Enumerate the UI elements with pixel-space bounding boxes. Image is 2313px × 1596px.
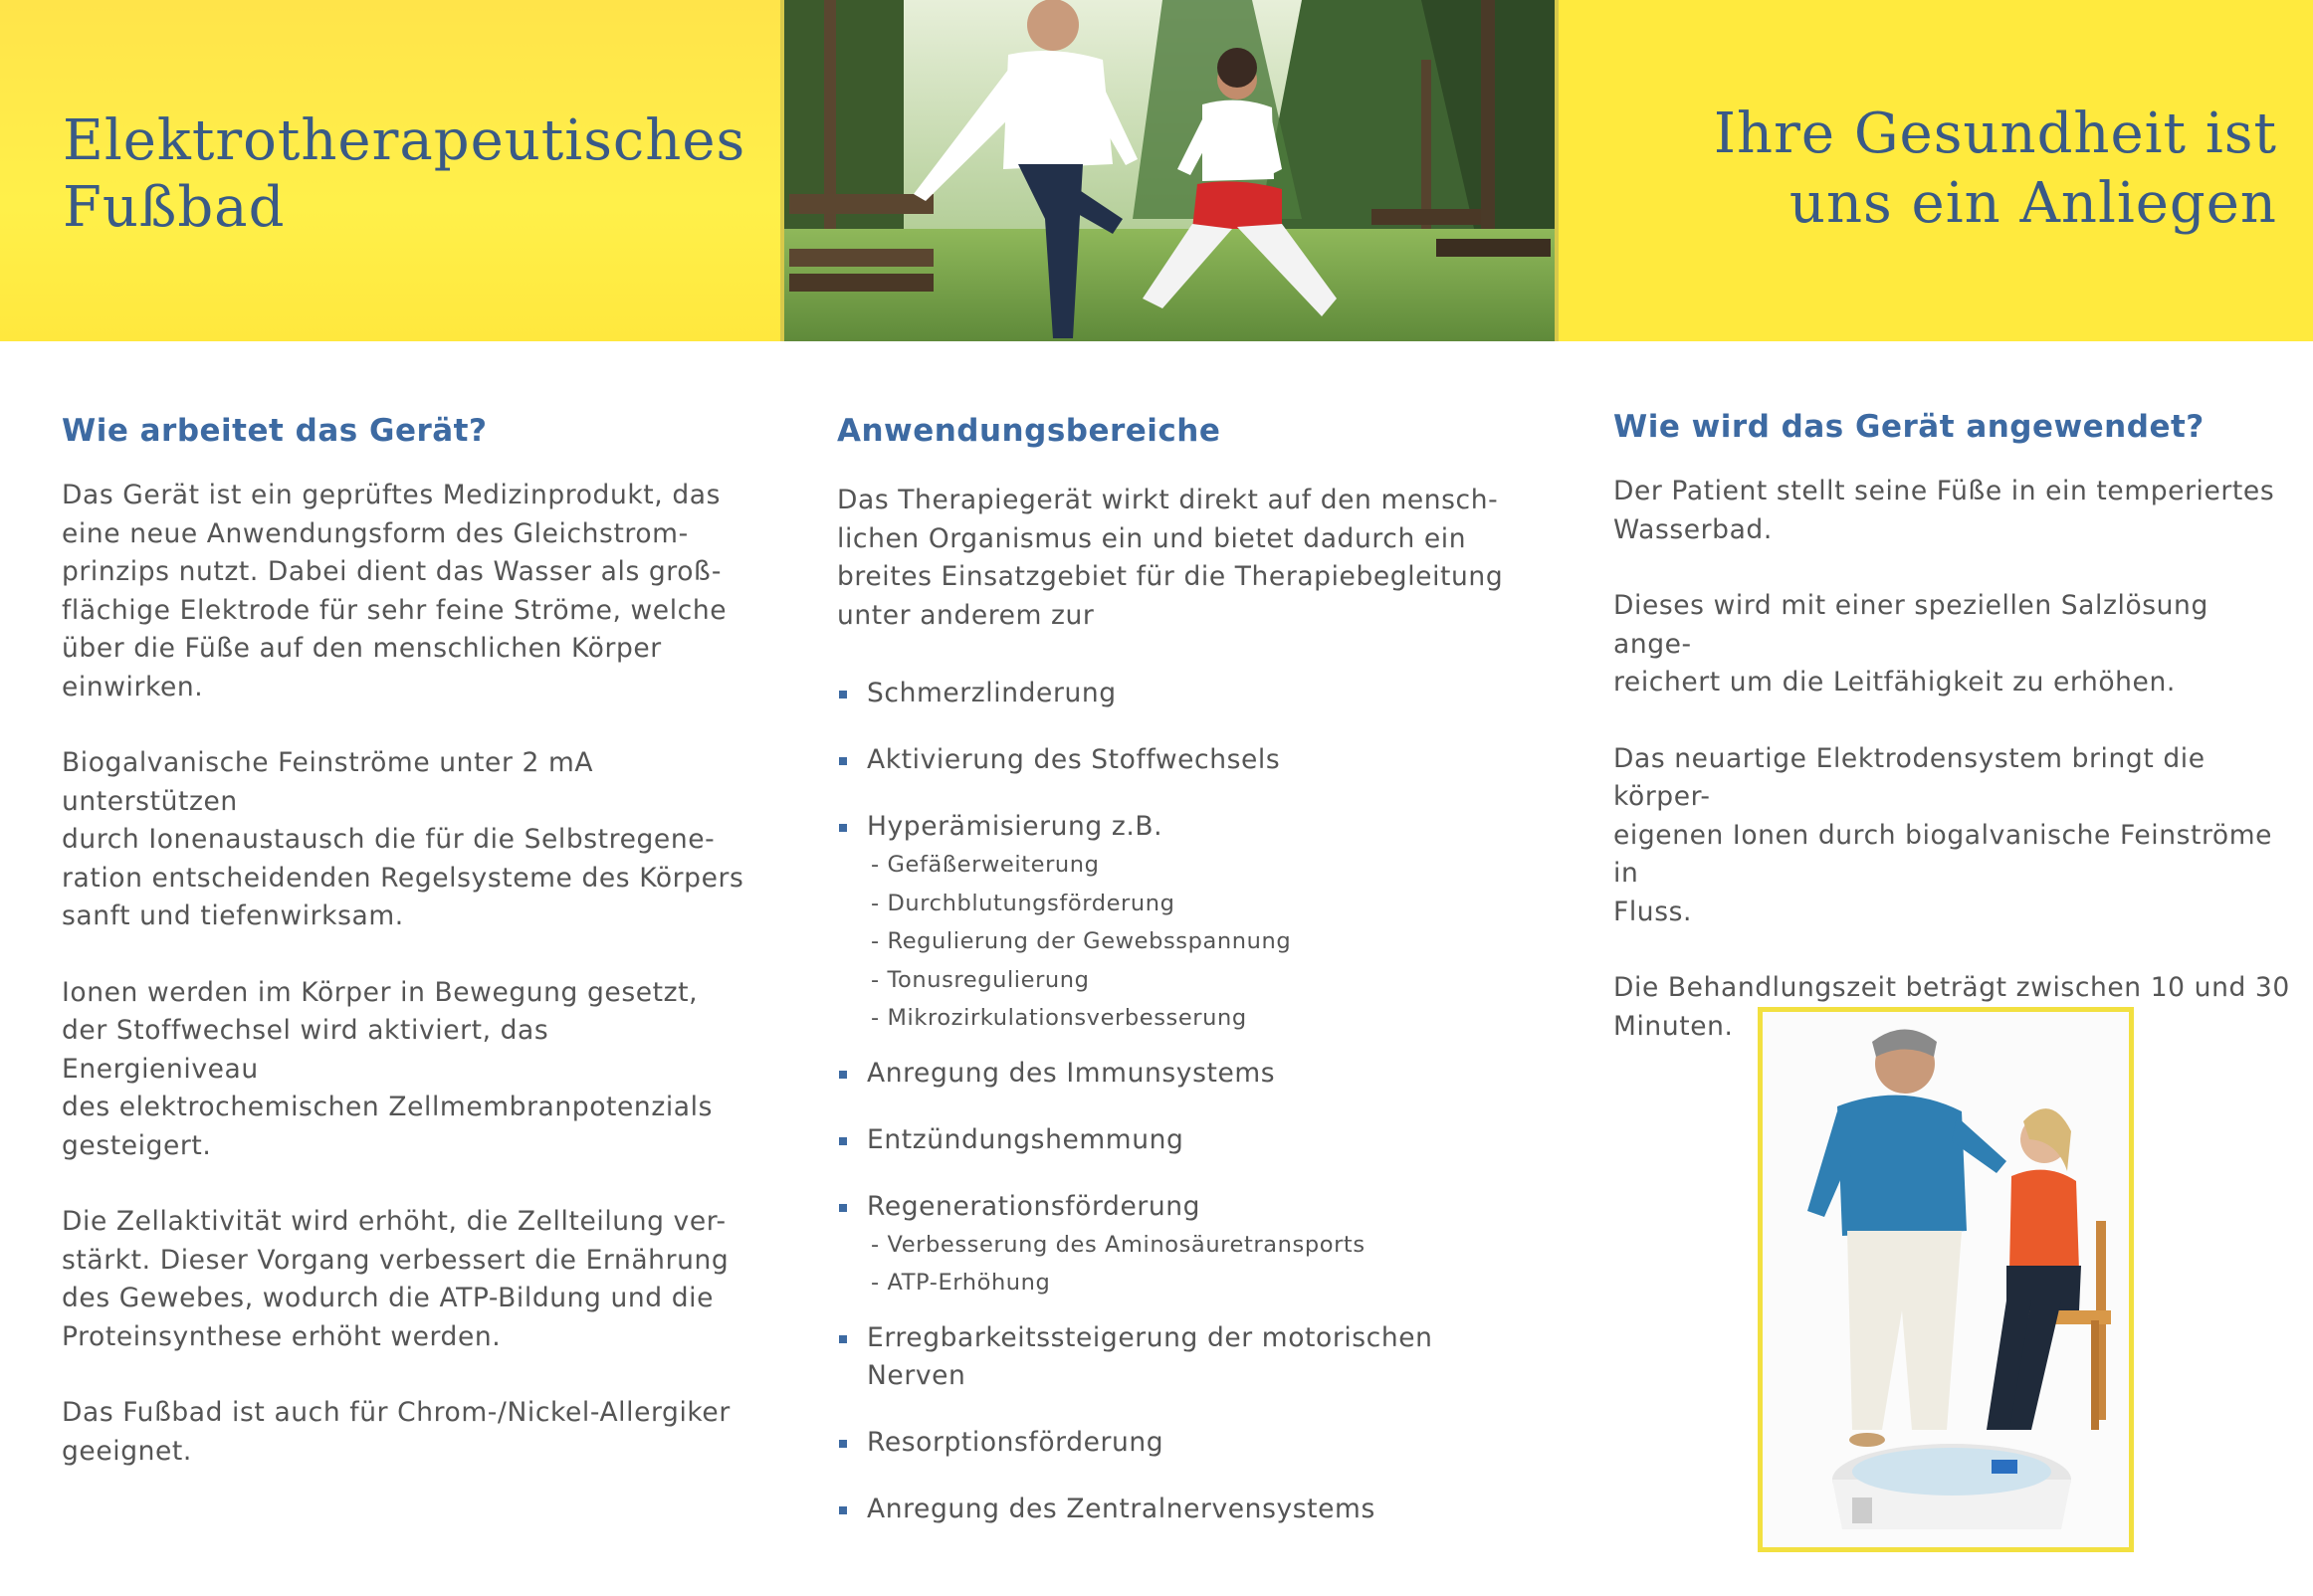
- list-item: [837, 1424, 1534, 1462]
- paragraph: [62, 477, 748, 706]
- column-how-it-works: [62, 413, 748, 1471]
- text-line: Wasserbad.: [1613, 513, 1773, 545]
- text-line: Proteinsynthese erhöht werden.: [62, 1320, 502, 1352]
- list-item: [837, 675, 1534, 712]
- text-line: über die Füße auf den menschlichen Körper: [62, 633, 662, 664]
- text-line: der Stoffwechsel wird aktiviert, das Energieniveau: [62, 1015, 549, 1085]
- paragraph: [837, 482, 1534, 635]
- sub-item: - Gefäßerweiterung: [871, 852, 1100, 878]
- bullet-square-icon: [839, 1204, 847, 1212]
- bullet-square-icon: [839, 1335, 847, 1343]
- text-line: sanft und tiefenwirksam.: [62, 900, 404, 931]
- text-line: durch Ionenaustausch die für die Selbstregene-: [62, 824, 716, 855]
- text-line: prinzips nutzt. Dabei dient das Wasser als groß-: [62, 556, 722, 587]
- text-line: Das Therapiegerät wirkt direkt auf den mensch-: [837, 485, 1499, 515]
- text-line: eine neue Anwendungsform des Gleichstrom-: [62, 517, 689, 549]
- paragraph: [62, 1394, 748, 1471]
- text-line: breites Einsatzgebiet für die Therapiebegleitung: [837, 561, 1504, 592]
- bullet-square-icon: [839, 1137, 847, 1145]
- text-line: lichen Organismus ein und bietet dadurch ein: [837, 522, 1467, 554]
- paragraph: [62, 744, 748, 936]
- paragraph: [62, 974, 748, 1166]
- text-line: reichert um die Leitfähigkeit zu erhöhen.: [1613, 667, 2176, 698]
- sub-item: - Mikrozirkulationsverbesserung: [871, 1005, 1247, 1031]
- list-item: [837, 1055, 1534, 1093]
- sub-item: - Tonusregulierung: [871, 966, 1090, 993]
- brochure-slogan: [1580, 100, 2277, 239]
- text-line: flächige Elektrode für sehr feine Ströme, welche: [62, 594, 728, 626]
- text-line: ration entscheidenden Regelsysteme des Körpers: [62, 862, 744, 894]
- applications-list: [837, 675, 1534, 1528]
- bullet-square-icon: [839, 1440, 847, 1448]
- list-item-label: Hyperämisierung z.B.: [867, 811, 1163, 842]
- forest-exercise-photo: [780, 0, 1559, 341]
- paragraph: [1613, 473, 2290, 549]
- text-line: des elektrochemischen Zellmembranpotenzials: [62, 1092, 713, 1122]
- text-line: des Gewebes, wodurch die ATP-Bildung und die: [62, 1283, 715, 1313]
- list-item-label: Resorptionsförderung: [867, 1426, 1164, 1458]
- title-line: Elektrotherapeutisches: [63, 108, 746, 173]
- section-heading: Anwendungsbereiche: [837, 413, 1221, 449]
- list-item-label: Nerven: [867, 1359, 966, 1391]
- column-how-to-use: [1613, 409, 2290, 1046]
- bullet-square-icon: [839, 1071, 847, 1079]
- brochure-title: [63, 107, 779, 241]
- forest-exercise-illustration: [784, 0, 1555, 341]
- section-heading: Wie arbeitet das Gerät?: [62, 413, 488, 449]
- list-item-label: Aktivierung des Stoffwechsels: [867, 744, 1281, 775]
- text-line: geeignet.: [62, 1435, 192, 1467]
- list-item: [837, 808, 1534, 846]
- text-line: Die Behandlungszeit beträgt zwischen 10 und 30: [1613, 972, 2290, 1003]
- text-line: Der Patient stellt seine Füße in ein temperiertes: [1613, 476, 2275, 506]
- bullet-square-icon: [839, 757, 847, 765]
- bullet-square-icon: [839, 691, 847, 698]
- title-line: Fußbad: [63, 175, 286, 240]
- list-item: [837, 1491, 1534, 1528]
- text-line: Das neuartige Elektrodensystem bringt die körper-: [1613, 742, 2206, 812]
- text-line: Das Gerät ist ein geprüftes Medizinprodukt, das: [62, 480, 721, 510]
- sub-item: - Durchblutungsförderung: [871, 890, 1175, 916]
- list-item: [837, 1319, 1534, 1395]
- text-line: Biogalvanische Feinströme unter 2 mA unterstützen: [62, 747, 594, 817]
- text-line: Das Fußbad ist auch für Chrom-/Nickel-Allergiker: [62, 1397, 731, 1428]
- paragraph: [62, 1203, 748, 1356]
- list-item: [837, 1121, 1534, 1159]
- text-line: Die Zellaktivität wird erhöht, die Zellteilung ver-: [62, 1206, 727, 1237]
- text-line: gesteigert.: [62, 1129, 212, 1161]
- text-line: Dieses wird mit einer speziellen Salzlösung ange-: [1613, 590, 2208, 660]
- footbath-treatment-photo: [1758, 1007, 2134, 1552]
- list-item-label: Anregung des Zentralnervensystems: [867, 1493, 1375, 1524]
- text-line: Minuten.: [1613, 1010, 1734, 1042]
- footbath-treatment-illustration: [1763, 1012, 2129, 1547]
- sub-item: - Regulierung der Gewebsspannung: [871, 928, 1292, 954]
- section-heading: Wie wird das Gerät angewendet?: [1613, 409, 2205, 445]
- paragraph: [1613, 740, 2290, 932]
- slogan-line: uns ein Anliegen: [1788, 171, 2277, 236]
- paragraph: [1613, 587, 2290, 702]
- sub-item: - Verbesserung des Aminosäuretransports: [871, 1231, 1366, 1258]
- list-item: [837, 1188, 1534, 1226]
- slogan-line: Ihre Gesundheit ist: [1713, 101, 2277, 166]
- bullet-square-icon: [839, 824, 847, 832]
- text-line: unter anderem zur: [837, 599, 1095, 631]
- list-item: [837, 741, 1534, 779]
- list-item-label: Schmerzlinderung: [867, 678, 1117, 708]
- list-item-label: Entzündungshemmung: [867, 1123, 1184, 1155]
- text-line: Fluss.: [1613, 896, 1693, 927]
- list-item-label: Anregung des Immunsystems: [867, 1057, 1276, 1089]
- text-line: einwirken.: [62, 671, 204, 702]
- list-item-label: Erregbarkeitssteigerung der motorischen: [867, 1321, 1433, 1353]
- column-applications: [837, 413, 1534, 1528]
- bullet-square-icon: [839, 1506, 847, 1514]
- sub-item: - ATP-Erhöhung: [871, 1270, 1051, 1296]
- text-line: stärkt. Dieser Vorgang verbessert die Ernährung: [62, 1244, 730, 1276]
- list-item-label: Regenerationsförderung: [867, 1190, 1201, 1222]
- text-line: eigenen Ionen durch biogalvanische Feinströme in: [1613, 819, 2273, 889]
- text-line: Ionen werden im Körper in Bewegung gesetzt,: [62, 976, 699, 1008]
